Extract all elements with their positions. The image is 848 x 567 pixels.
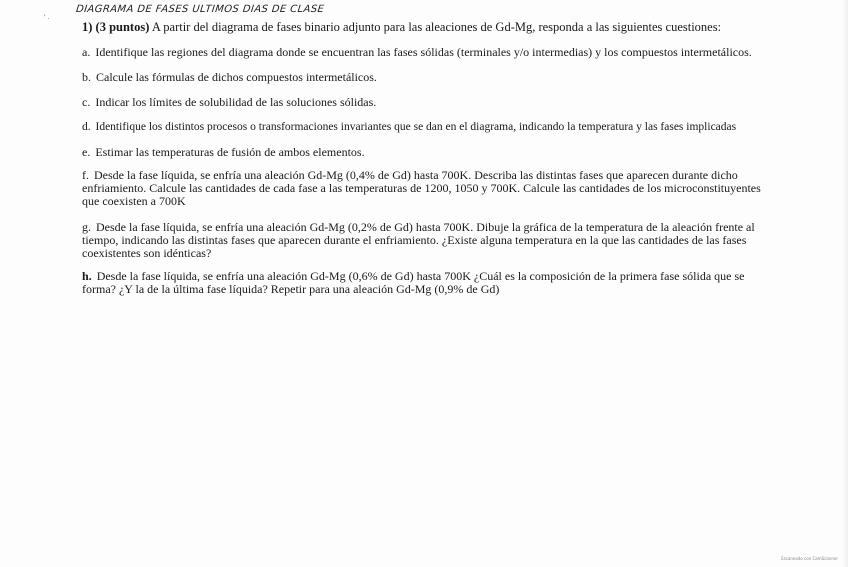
item-text: Identifique los distintos procesos o transformaciones invariantes que se dan en el diagrama, indicando la temperatura y las fases implicadas (95, 121, 737, 133)
page-edge-shadow (842, 0, 848, 567)
item-letter: a. (82, 45, 91, 59)
item-letter: h. (82, 269, 92, 283)
item-text: Estimar las temperaturas de fusión de ambos elementos. (95, 145, 365, 159)
item-letter: c. (82, 95, 91, 109)
item-f (82, 169, 762, 208)
item-b (82, 71, 762, 84)
item-letter: d. (82, 121, 91, 133)
item-text: Indicar los límites de solubilidad de las soluciones sólidas. (95, 95, 377, 109)
item-g (82, 221, 762, 260)
item-letter: f. (82, 168, 89, 182)
handwritten-header: DIAGRAMA DE FASES ULTIMOS DIAS DE CLASE (75, 4, 325, 15)
question-header (82, 20, 721, 35)
item-h (82, 270, 762, 296)
item-d (82, 121, 762, 134)
item-letter: e. (82, 145, 91, 159)
item-letter: b. (82, 70, 91, 84)
question-intro: A partir del diagrama de fases binario adjunto para las aleaciones de Gd-Mg, responda a las siguientes cuestiones: (151, 20, 722, 34)
item-text: Identifique las regiones del diagrama donde se encuentran las fases sólidas (terminales y/o intermedias) y los compuestos intermetálicos. (95, 45, 752, 59)
footer-mark: Escaneado con CamScanner (781, 556, 838, 561)
item-e (82, 146, 762, 159)
item-text: Desde la fase líquida, se enfría una aleación Gd-Mg (0,4% de Gd) hasta 700K. Describa las distintas fases que aparecen durante dicho enfriamiento. Calcule las cantidades de cada fase a las temperaturas de 1200, 1050 y 700K. Calcule las cantidades de los microconstituyentes que coexisten a 700K (82, 168, 761, 208)
item-text: Desde la fase líquida, se enfría una aleación Gd-Mg (0,6% de Gd) hasta 700K ¿Cuál es la composición de la primera fase sólida que se forma? ¿Y la de la última fase líquida? Repetir para una aleación Gd-Mg (0,9% de Gd) (82, 269, 745, 296)
item-a (82, 46, 762, 59)
item-letter: g. (82, 220, 91, 234)
corner-mark: ' . (44, 14, 50, 21)
item-text: Calcule las fórmulas de dichos compuestos intermetálicos. (96, 70, 377, 84)
item-c (82, 96, 762, 109)
item-text: Desde la fase líquida, se enfría una aleación Gd-Mg (0,2% de Gd) hasta 700K. Dibuje la gráfica de la temperatura de la aleación frente al tiempo, indicando las distintas fases que aparecen durante el enfriamiento. ¿Existe alguna temperatura en la que las cantidades de las fases coexistentes son idénticas? (82, 220, 755, 260)
question-number: 1) (3 puntos) (82, 20, 150, 34)
